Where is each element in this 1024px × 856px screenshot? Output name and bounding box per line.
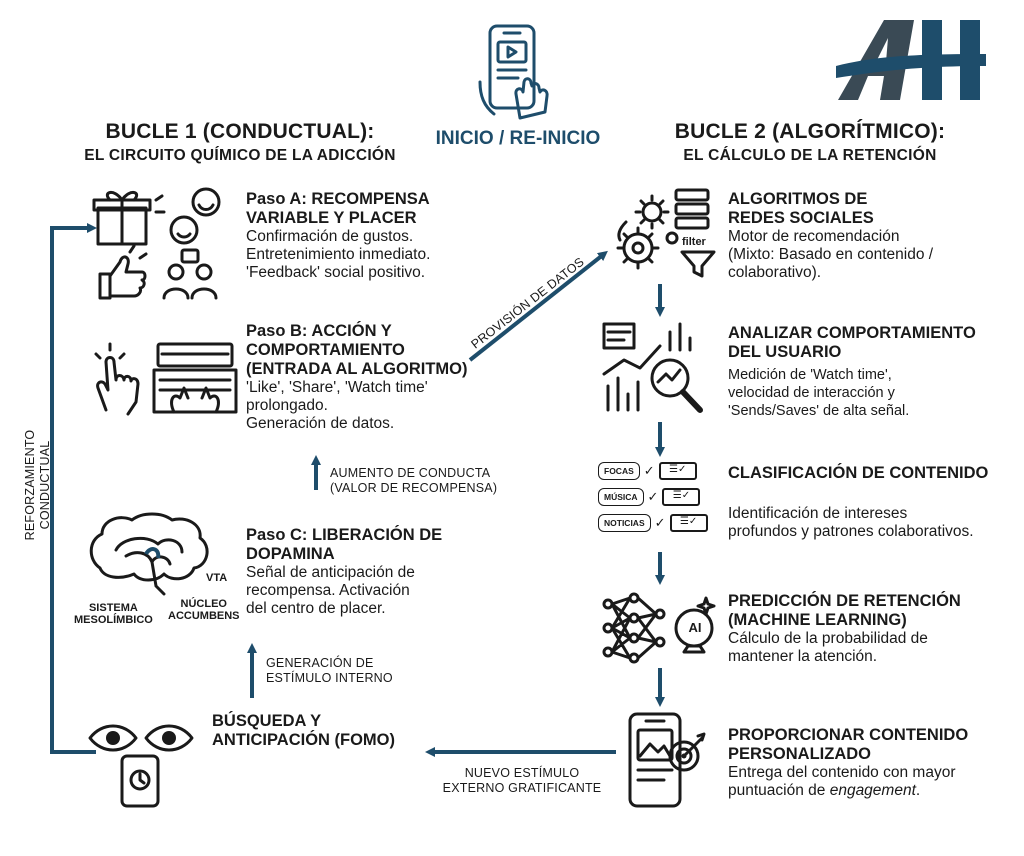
step-c-title-2: DOPAMINA <box>246 545 335 563</box>
step-b-title-1: Paso B: ACCIÓN Y <box>246 322 392 340</box>
external-stimulus-line-2: EXTERNO GRATIFICANTE <box>442 781 602 795</box>
step-a-line-1: Confirmación de gustos. <box>246 228 414 245</box>
algorithms <box>728 190 1008 282</box>
deliver-line-2-text: puntuación de <box>728 782 830 799</box>
step-b <box>246 322 486 433</box>
deliver-title-2: PERSONALIZADO <box>728 745 872 763</box>
tag-row <box>598 488 718 506</box>
internal-stimulus-label <box>266 656 446 686</box>
predict-title-1: PREDICCIÓN DE RETENCIÓN <box>728 592 961 610</box>
step-c-line-3: del centro de placer. <box>246 600 386 617</box>
predict-line-2: mantener la atención. <box>728 648 878 665</box>
list-icon: ☰✓ <box>662 488 700 506</box>
tag-label: MÚSICA <box>598 488 644 506</box>
step-a-title-1: Paso A: RECOMPENSA <box>246 190 430 208</box>
nucleus-label-2: ACCUMBENS <box>168 610 240 622</box>
phone-target-icon <box>620 710 710 810</box>
classify-line-1: Identificación de intereses <box>728 505 908 522</box>
check-icon: ✓ <box>643 463 655 478</box>
mesolimbic-label-1: SISTEMA <box>88 602 138 614</box>
tag-label: NOTICIAS <box>598 514 651 532</box>
loop2-subtitle: EL CÁLCULO DE LA RETENCIÓN <box>683 147 937 164</box>
nucleus-label <box>168 598 240 622</box>
external-stimulus-label <box>432 766 612 796</box>
predict-line-1: Cálculo de la probabilidad de <box>728 630 928 647</box>
reinforcement-label: REFORZAMIENTO CONDUCTUAL <box>23 429 52 541</box>
step-b-title-3: (ENTRADA AL ALGORITMO) <box>246 360 468 378</box>
classification-tags <box>598 462 718 532</box>
analyze <box>728 324 1018 420</box>
analyze-title-1: ANALIZAR COMPORTAMIENTO <box>728 324 976 342</box>
analytics-magnifier-icon <box>600 320 710 418</box>
deliver-line-2-end: . <box>915 782 921 799</box>
tag-row <box>598 462 718 480</box>
mesolimbic-label-2: MESOLÍMBICO <box>74 614 153 626</box>
increase-behaviour-line-1: AUMENTO DE CONDUCTA <box>330 466 491 480</box>
tag-label: FOCAS <box>598 462 640 480</box>
data-provision-label: PROVISIÓN DE DATOS <box>468 254 587 352</box>
search-title-2: ANTICIPACIÓN (FOMO) <box>212 731 396 749</box>
ai-label: AI <box>688 620 702 635</box>
mesolimbic-label <box>74 602 153 626</box>
increase-behaviour-line-2: (VALOR DE RECOMPENSA) <box>330 481 498 495</box>
analyze-line-3: 'Sends/Saves' de alta señal. <box>728 403 910 419</box>
brain-icon <box>86 510 216 596</box>
algorithms-line-3: colaborativo). <box>728 264 822 281</box>
start-label: INICIO / RE-INICIO <box>435 128 601 149</box>
predict <box>728 592 1018 666</box>
step-c <box>246 526 486 618</box>
algorithms-line-1: Motor de recomendación <box>728 228 900 245</box>
nucleus-label-1: NÚCLEO <box>180 598 227 610</box>
loop1-title: BUCLE 1 (CONDUCTUAL): <box>105 120 375 143</box>
list-icon: ☰✓ <box>659 462 697 480</box>
step-b-line-2: prolongado. <box>246 397 328 414</box>
search-fomo <box>212 712 432 750</box>
increase-behaviour-label <box>330 466 550 496</box>
algorithms-title-2: REDES SOCIALES <box>728 209 874 227</box>
search-title-1: BÚSQUEDA Y <box>212 712 322 730</box>
step-c-title-1: Paso C: LIBERACIÓN DE <box>246 526 443 544</box>
step-a <box>246 190 486 282</box>
step-b-line-3: Generación de datos. <box>246 415 395 432</box>
check-icon: ✓ <box>647 489 659 504</box>
internal-stimulus-line-1: GENERACIÓN DE <box>266 656 374 670</box>
step-c-line-1: Señal de anticipación de <box>246 564 415 581</box>
filter-label: filter <box>682 236 706 248</box>
step-a-title-2: VARIABLE Y PLACER <box>246 209 417 227</box>
action-icons <box>88 340 238 420</box>
analyze-line-1: Medición de 'Watch time', <box>728 367 892 383</box>
vta-label: VTA <box>206 572 228 584</box>
deliver-title-1: PROPORCIONAR CONTENIDO <box>728 726 969 744</box>
algorithms-line-2: (Mixto: Basado en contenido / <box>728 246 934 263</box>
reward-icons <box>90 186 230 304</box>
classify <box>728 464 1018 541</box>
tag-row <box>598 514 718 532</box>
predict-title-2: (MACHINE LEARNING) <box>728 611 907 629</box>
deliver-line-2 <box>728 782 1018 800</box>
algorithms-title-1: ALGORITMOS DE <box>728 190 868 208</box>
deliver-line-2-emphasis: engagement <box>829 782 916 799</box>
list-icon: ☰✓ <box>670 514 708 532</box>
deliver-line-1: Entrega del contenido con mayor <box>728 764 956 781</box>
analyze-title-2: DEL USUARIO <box>728 343 842 361</box>
external-stimulus-line-1: NUEVO ESTÍMULO <box>464 766 580 780</box>
internal-stimulus-line-2: ESTÍMULO INTERNO <box>266 671 393 685</box>
step-b-line-1: 'Like', 'Share', 'Watch time' <box>246 379 428 396</box>
classify-title: CLASIFICACIÓN DE CONTENIDO <box>728 464 989 482</box>
analyze-line-2: velocidad de interacción y <box>728 385 895 401</box>
loop2-title: BUCLE 2 (ALGORÍTMICO): <box>674 120 946 143</box>
eyes-phone-icon <box>86 716 198 810</box>
check-icon: ✓ <box>654 515 666 530</box>
gears-server-filter-icon <box>612 186 722 280</box>
step-a-line-2: Entretenimiento inmediato. <box>246 246 431 263</box>
step-c-line-2: recompensa. Activación <box>246 582 410 599</box>
deliver <box>728 726 1018 800</box>
step-a-line-3: 'Feedback' social positivo. <box>246 264 426 281</box>
step-b-title-2: COMPORTAMIENTO <box>246 341 405 359</box>
loop1-subtitle: EL CIRCUITO QUÍMICO DE LA ADICCIÓN <box>84 147 396 164</box>
classify-line-2: profundos y patrones colaborativos. <box>728 523 974 540</box>
